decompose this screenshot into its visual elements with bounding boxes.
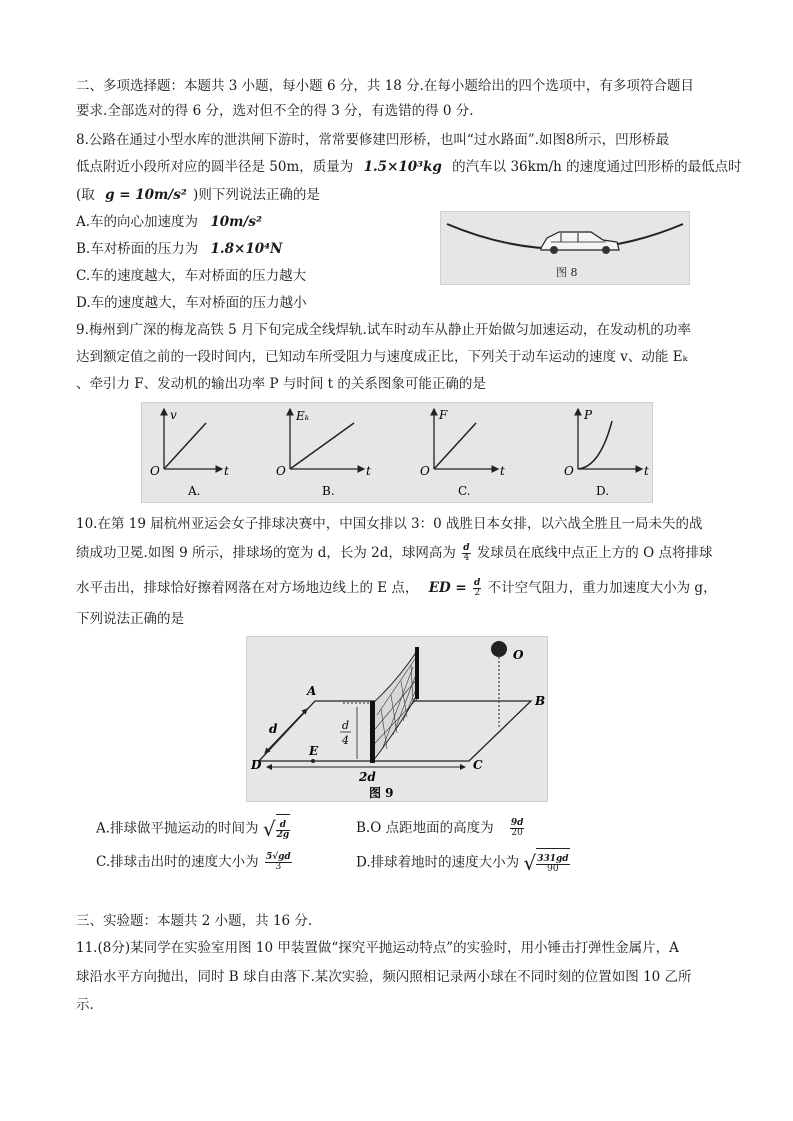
q8-option-a [76,212,262,232]
q8-line3-text-a: (取 [76,187,95,203]
q8-option-a-text: A.车的向心加速度为 [76,214,199,230]
q8-mass: 1.5×10³kg [363,159,442,175]
section2-line1: 二、多项选择题：本题共 3 小题，每小题 6 分，共 18 分.在每小题给出的四个选项中，有多项符合题目 [76,78,694,94]
q10-option-c-den: 3 [275,862,282,872]
graph-c-label: C. [458,484,471,498]
graph-c-origin: O [420,464,430,478]
q10-net-height-num: d [463,543,470,553]
section3-line1: 三、实验题：本题共 2 小题，共 16 分. [76,913,313,929]
q11-line2: 球沿水平方向抛出，同时 B 球自由落下.某次实验，频闪照相记录两小球在不同时刻的位置如图 10 乙所 [76,969,692,985]
q10-option-b-text: B.O 点距地面的高度为 [356,820,494,836]
figure-9-label: 图 9 [369,786,394,800]
q10-line2 [76,543,712,563]
car-icon [541,232,619,254]
q10-option-d-den: 90 [547,864,559,874]
q10-line2-text-a: 绩成功卫冕.如图 9 所示，排球场的宽为 d，长为 2d，球网高为 [76,545,456,561]
fig9-point-d: D [251,758,262,772]
figure-9 [246,636,548,802]
q8-line3-text-b: )则下列说法正确的是 [193,187,320,203]
q10-ed-den: 2 [474,588,481,598]
graph-b-origin: O [276,464,286,478]
q10-option-a-num: d [276,821,291,831]
q10-option-a-den: 2g [276,830,290,840]
q10-option-c-fraction [265,853,292,872]
graph-d-x-label: t [644,464,649,478]
q10-line3-text-b: 不计空气阻力，重力加速度大小为 g， [487,580,717,596]
graph-d-curve [578,421,612,469]
q9-graphs-drawing [142,403,652,502]
q8-option-b [76,239,282,259]
q8-option-a-value: 10m/s² [210,214,262,230]
graph-b-label: B. [322,484,335,498]
q8-line2-text-a: 低点附近小段所对应的圆半径是 50m，质量为 [76,159,354,175]
fig9-width-label: d [269,722,278,736]
q10-option-b-den: 20 [511,828,523,838]
fig9-point-c: C [473,758,483,772]
q10-option-b-fraction [510,819,525,838]
q8-line2 [76,157,742,177]
graph-a [150,408,229,498]
q8-line1: 8.公路在通过小型水库的泄洪闸下游时，常常要修建凹形桥，也叫“过水路面”.如图8所示，凹形桥最 [76,132,670,148]
q10-ed-fraction [473,579,481,598]
graph-c-line [434,423,476,469]
q11-line3: 示. [76,997,94,1013]
q10-line4: 下列说法正确的是 [76,611,184,627]
graph-c [420,408,505,498]
graph-d-label: D. [596,484,610,498]
graph-d [564,408,649,498]
q10-line2-text-b: 发球员在底线中点正上方的 O 点将排球 [476,545,713,561]
graph-d-origin: O [564,464,574,478]
figure-8 [440,211,690,285]
q10-option-a [96,814,290,844]
q10-option-a-sqrt: √ $\frac{d}{2g}$ [263,814,290,844]
q10-ed-num: d [474,578,481,588]
fig9-height-den: 4 [342,734,349,747]
q10-option-c-text: C.排球击出时的速度大小为 [96,854,259,870]
q8-line2-text-b: 的汽车以 36km/h 的速度通过凹形桥的最低点时 [452,159,742,175]
fig9-point-a: A [307,684,317,698]
fig9-height-num: d [342,719,350,732]
q10-option-a-text: A.排球做平抛运动的时间为 [96,820,259,837]
graph-c-y-label: F [439,408,448,422]
q9-graphs-figure [141,402,653,503]
section2-line2: 要求.全部选对的得 6 分，选对但不全的得 3 分，有选错的得 0 分. [76,103,474,119]
q10-line1: 10.在第 19 届杭州亚运会女子排球决赛中，中国女排以 3：0 战胜日本女排，以六战全胜且一局未失的战 [76,516,703,532]
graph-a-line [164,423,206,469]
fig9-length-label: 2d [359,770,376,784]
q10-net-height-fraction [462,544,470,563]
q10-option-d-num: 331gd [537,854,569,864]
q11-line1: 11.(8分)某同学在实验室用图 10 甲装置做“探究平抛运动特点”的实验时，用小锤击打弹性金属片，A [76,940,679,956]
q8-option-b-text: B.车对桥面的压力为 [76,241,199,257]
q10-option-c [96,848,294,876]
figure-9-drawing [247,637,547,801]
q10-option-b [356,814,526,842]
q10-option-b-num: 9d [510,818,524,828]
graph-b-y-label: Eₖ [296,409,310,423]
q10-net-height-den: 4 [463,553,470,563]
figure-8-label: 图 8 [556,266,578,279]
q10-option-d-sqrt: √ $\frac{331gd}{90}$ [523,848,569,878]
q8-option-b-value: 1.8×10⁴N [210,241,283,257]
graph-d-y-label: P [584,408,593,422]
graph-b [276,409,371,498]
q9-line3: 、牵引力 F、发动机的输出功率 P 与时间 t 的关系图象可能正确的是 [76,376,486,392]
fig9-point-e: E [309,744,319,758]
volleyball-net [370,647,419,763]
q9-line1: 9.梅州到广深的梅龙高铁 5 月下旬完成全线焊轨.试车时动车从静止开始做匀加速运动，在发动机的功率 [76,322,691,338]
q9-line2: 达到额定值之前的一段时间内，已知动车所受阻力与速度成正比，下列关于动车运动的速度 v、动能 Eₖ [76,349,688,365]
q10-option-c-num: 5√gd [265,852,291,862]
q10-line3 [76,578,717,598]
graph-a-label: A. [188,484,201,498]
graph-b-x-label: t [366,464,371,478]
q10-option-d [356,848,570,878]
figure-8-drawing [441,212,689,284]
graph-a-x-label: t [224,464,229,478]
q10-option-d-text: D.排球着地时的速度大小为 [356,854,520,871]
fig9-point-b: B [535,694,546,708]
q10-line3-text-a: 水平击出，排球恰好擦着网落在对方场地边线上的 E 点， [76,580,419,596]
volleyball-ball-icon [491,641,507,657]
graph-a-origin: O [150,464,160,478]
graph-b-line [290,423,354,469]
graph-a-y-label: v [170,408,177,422]
q8-option-c: C.车的速度越大，车对桥面的压力越大 [76,268,307,284]
q8-option-d: D.车的速度越大，车对桥面的压力越小 [76,295,307,311]
q10-ed-equation: ED = [428,580,467,596]
q8-line3 [76,185,320,205]
q8-gravity: g = 10m/s² [105,187,187,203]
graph-c-x-label: t [500,464,505,478]
fig9-point-o: O [513,648,524,662]
